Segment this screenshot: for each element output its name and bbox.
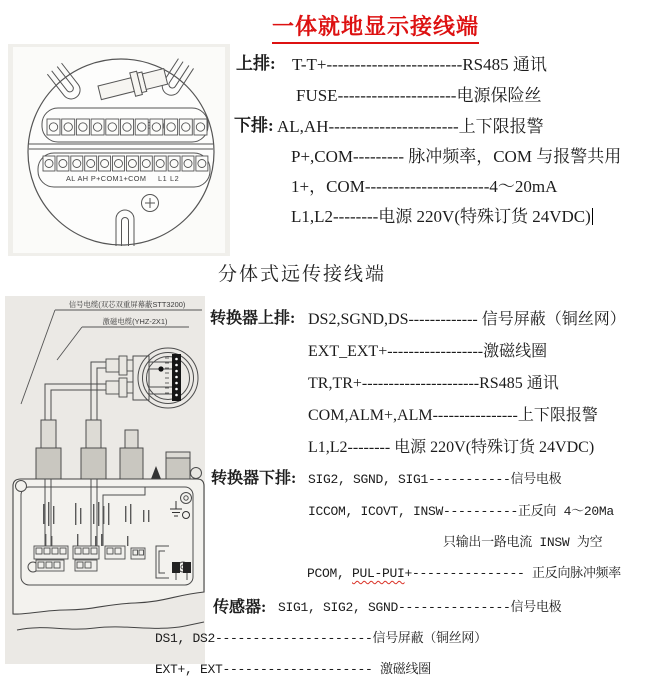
spellcheck-squiggle-text: PUL-PUI — [352, 566, 405, 581]
wiring-line: L1,L2-------- 电源 220V(特殊订货 24VDC) — [308, 439, 595, 456]
signal-cable-label: 信号电缆(双芯双重屏幕蔽STT3200) — [68, 300, 186, 309]
hinge-circle — [191, 468, 202, 479]
wiring-line: COM,ALM+,ALM----------------上下限报警 — [308, 407, 598, 424]
wiring-line: ICCOM, ICOVT, INSW----------正反向 4～20Ma — [308, 504, 614, 519]
excite-cable-label: 激磁电缆(YHZ-2X1) — [102, 317, 168, 326]
integrated-terminal-diagram — [8, 44, 230, 256]
text-caret — [592, 208, 594, 225]
row-label: 转换器下排: — [211, 470, 297, 487]
row-label: 传感器: — [213, 599, 267, 616]
wiring-line — [307, 562, 621, 581]
row-label: 转换器上排: — [210, 310, 296, 327]
wiring-line: T-T+------------------------RS485 通讯 — [292, 55, 547, 74]
remote-converter-diagram — [5, 296, 205, 664]
wiring-line: FUSE---------------------电源保险丝 — [296, 86, 542, 105]
lower-strip-label-left: AL AH P+COM1+COM — [66, 174, 147, 183]
wiring-line-post: +--------------- 正反向脉冲频率 — [404, 566, 621, 581]
wiring-line: 1+，COM----------------------4～20mA — [291, 177, 558, 196]
wiring-line: TR,TR+----------------------RS485 通讯 — [308, 375, 559, 392]
section-title: 分体式远传接线端 — [218, 264, 387, 285]
row-label: 下排: — [234, 116, 274, 135]
page-title: 一体就地显示接线端 — [272, 10, 479, 44]
wiring-line: DS1, DS2---------------------信号屏蔽（铜丝网） — [155, 631, 487, 646]
wiring-line-pre: PCOM, — [307, 566, 353, 581]
row-label: 上排: — [236, 54, 276, 73]
wiring-line — [291, 202, 593, 227]
index-dot — [158, 366, 163, 371]
wiring-line: EXT_EXT+------------------激磁线圈 — [308, 343, 548, 360]
wiring-line: SIG1, SIG2, SGND---------------信号电极 — [278, 600, 562, 615]
upper-terminals — [47, 119, 207, 135]
wiring-note: 只输出一路电流 INSW 为空 — [443, 535, 603, 550]
wiring-line: EXT+, EXT-------------------- 激磁线圈 — [155, 662, 431, 677]
lower-strip-label-right: L1 L2 — [158, 174, 180, 183]
wiring-line: DS2,SGND,DS------------- 信号屏蔽（铜丝网） — [308, 311, 626, 328]
wiring-line: SIG2, SGND, SIG1-----------信号电极 — [308, 472, 562, 487]
wiring-line-text: L1,L2--------电源 220V(特殊订货 24VDC) — [291, 207, 591, 226]
wiring-line: AL,AH-----------------------上下限报警 — [277, 117, 544, 136]
wiring-line: P+,COM--------- 脉冲频率，COM 与报警共用 — [291, 147, 622, 166]
